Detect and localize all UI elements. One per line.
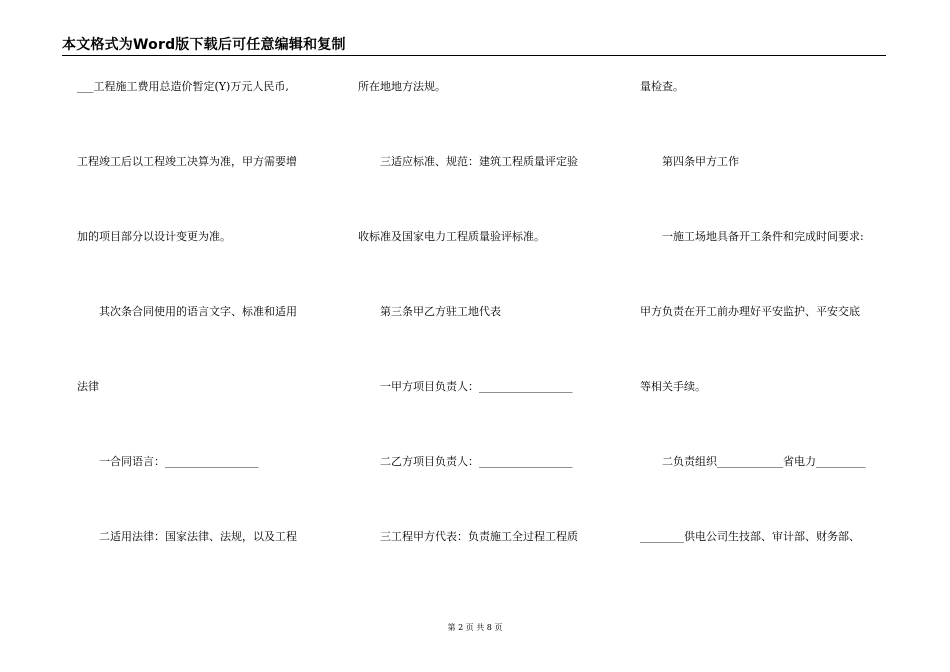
header-title: 本文格式为Word版下载后可任意编辑和复制	[62, 37, 346, 53]
text-line: ___工程施工费用总造价暂定(Y)万元人民币,	[77, 80, 289, 93]
text-line: 一施工场地具备开工条件和完成时间要求:	[640, 230, 864, 243]
text-line: 法律	[77, 380, 99, 393]
text-line: ________供电公司生技部、审计部、财务部、	[640, 530, 860, 543]
text-line: 工程竣工后以工程竣工决算为准，甲方需要增	[77, 155, 297, 168]
text-line: 其次条合同使用的语言文字、标准和适用	[77, 305, 297, 318]
text-line: 所在地地方法规。	[358, 80, 446, 93]
text-line: 量检查。	[640, 80, 684, 93]
text-line: 二乙方项目负责人：_________________	[358, 455, 573, 468]
text-line: 三适应标准、规范：建筑工程质量评定验	[358, 155, 578, 168]
text-line: 第三条甲乙方驻工地代表	[358, 305, 501, 318]
text-line: 二负责组织____________省电力_________	[640, 455, 866, 468]
text-line: 二适用法律：国家法律、法规，以及工程	[77, 530, 297, 543]
text-line: 一甲方项目负责人：_________________	[358, 380, 573, 393]
page-number: 第 2 页 共 8 页	[447, 623, 503, 632]
page-header	[62, 33, 886, 56]
text-line: 三工程甲方代表：负责施工全过程工程质	[358, 530, 578, 543]
text-line: 甲方负责在开工前办理好平安监护、平安交底	[640, 305, 860, 318]
text-line: 一合同语言：_________________	[77, 455, 259, 468]
text-line: 加的项目部分以设计变更为准。	[77, 230, 231, 243]
text-line: 等相关手续。	[640, 380, 706, 393]
text-line: 收标准及国家电力工程质量验评标准。	[358, 230, 545, 243]
text-line: 第四条甲方工作	[640, 155, 739, 168]
